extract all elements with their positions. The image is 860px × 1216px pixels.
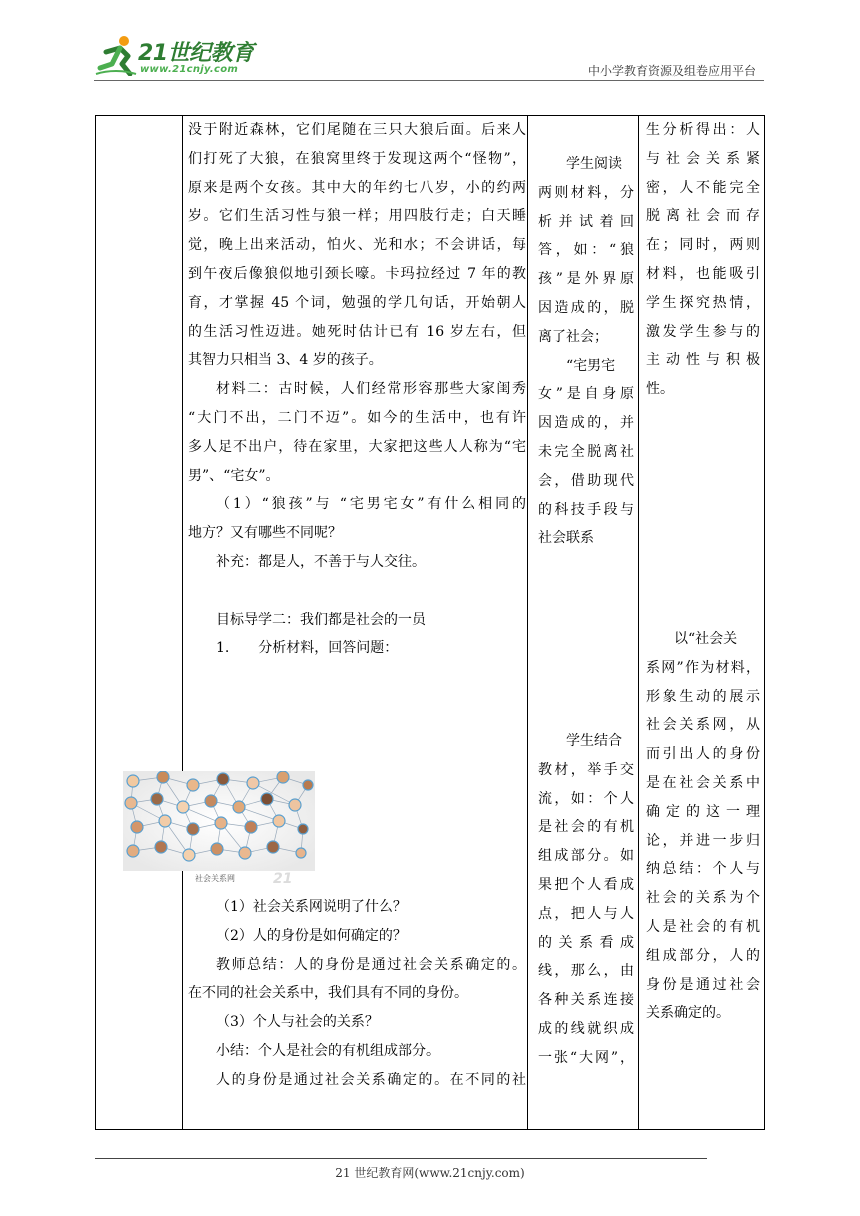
text-line: 学生阅读 [566, 156, 622, 172]
blank-line [188, 577, 526, 606]
list-item [188, 634, 526, 663]
table-cell-teacher-activity-continued [188, 893, 526, 1095]
text-line: 组成部分。如 [538, 848, 634, 865]
text-line: 在不同的社会关系中，我们具有不同的身份。 [188, 985, 468, 1002]
text-line: 育，才掌握 45 个词，勉强的学几句话，开始朝人 [188, 294, 526, 311]
text-line: 流，如：个人 [538, 790, 634, 807]
text-line: 其智力只相当 3、4 岁的孩子。 [188, 352, 383, 369]
text-line: 学生探究热情， [646, 294, 760, 311]
goal-heading: 目标导学二：我们都是社会的一员 [216, 611, 426, 628]
lesson-table [95, 115, 765, 1130]
question-line: （3）个人与社会的关系？ [216, 1014, 379, 1031]
page-footer [0, 1164, 860, 1181]
text-line: 是社会的有机 [538, 819, 634, 836]
text-line: 教师总结：人的身份是通过社会关系确定的。 [216, 956, 526, 973]
text-line: 与社会关系紧 [646, 150, 760, 167]
text-line: 人是社会的有机 [646, 918, 760, 935]
text-line: 岁。它们生活习性与狼一样；用四肢行走；白天睡 [188, 208, 526, 225]
text-line: 社会的关系为个 [646, 890, 760, 907]
figure-caption: 社会关系网 [195, 874, 235, 883]
text-line: “宅男宅 [566, 357, 616, 374]
footer-link[interactable]: 21 世纪教育网(www.21cnjy.com) [335, 1166, 525, 1180]
list-text: 分析材料，回答问题： [258, 640, 399, 657]
text-line: 形象生动的展示 [646, 688, 760, 705]
text-line: 原来是两个女孩。其中大的年约七八岁，小的约两 [188, 179, 526, 196]
header-tagline: 中小学教育资源及组卷应用平台 [587, 64, 756, 78]
table-cell-student-activity-2 [538, 727, 634, 1073]
text-line: 的关系看成 [538, 934, 634, 951]
column-divider [182, 116, 183, 1129]
text-line: 教材，举手交 [538, 761, 634, 778]
text-line: 多人足不出户，待在家里，大家把这些人人称为“宅 [188, 438, 526, 455]
text-line: 人的身份是通过社会关系确定的。在不同的社 [216, 1071, 526, 1088]
text-line: 两则材料，分 [538, 184, 634, 201]
text-line: 生分析得出：人 [646, 122, 760, 138]
text-line: 社会关系网，从 [646, 717, 760, 734]
runner-logo-icon [94, 34, 138, 76]
table-cell-teacher-activity [188, 116, 526, 663]
text-line: 点，把人与人 [538, 905, 634, 922]
question-line: 地方？又有哪些不同呢？ [188, 525, 342, 542]
text-line: 确定的这一理 [646, 803, 760, 820]
table-cell-student-activity [538, 150, 634, 553]
text-line: 女”是自身原 [538, 386, 634, 403]
text-line: 答，如：“狼 [538, 242, 634, 259]
text-line: 主动性与积极 [646, 352, 760, 369]
footer-divider [95, 1158, 707, 1159]
supplement-text: 补充：都是人，不善于与人交往。 [216, 553, 426, 570]
text-line: 材料，也能吸引 [646, 265, 760, 282]
text-line: “大门不出，二门不迈”。如今的生活中，也有许 [188, 409, 526, 426]
text-line: 离了社会； [538, 328, 608, 345]
header-divider [94, 80, 764, 81]
text-line: 析并试着回 [538, 213, 634, 230]
text-line: 一张“大网”， [538, 1049, 634, 1066]
text-line: 以“社会关 [674, 631, 738, 647]
table-cell-design-intent-2 [646, 625, 760, 1028]
text-line: 的科技手段与 [538, 501, 634, 518]
text-line: 们打死了大狼，在狼窝里终于发现这两个“怪物”， [188, 150, 526, 167]
watermark-mark: 21 [273, 871, 293, 887]
table-cell-stage [96, 116, 182, 1129]
text-line: 脱离社会而存 [646, 208, 760, 225]
text-line: 男”、“宅女”。 [188, 467, 280, 484]
logo-url: www.21cnjy.com [140, 64, 239, 75]
text-line: 身份是通过社会 [646, 976, 760, 993]
question-line: （1）社会关系网说明了什么？ [216, 899, 407, 915]
text-line: 而引出人的身份 [646, 746, 760, 763]
text-line: 关系确定的。 [646, 1005, 730, 1022]
text-line: 的生活习性迈进。她死时估计已有 16 岁左右，但 [188, 323, 526, 340]
text-line: 未完全脱离社 [538, 443, 634, 460]
text-line: 到午夜后像狼似地引颈长嚎。卡玛拉经过 7 年的教 [188, 265, 526, 282]
text-line: 密，人不能完全 [646, 179, 760, 196]
table-cell-design-intent [646, 116, 760, 404]
logo-text: 21世纪教育 [138, 41, 254, 66]
text-line: 小结：个人是社会的有机组成部分。 [216, 1042, 440, 1059]
social-network-image [123, 771, 315, 891]
text-line: 社会联系 [538, 530, 594, 547]
text-line: 学生结合 [566, 733, 622, 749]
text-line: 材料二：古时候，人们经常形容那些大家闺秀 [216, 381, 526, 398]
text-line: 会，借助现代 [538, 472, 634, 489]
text-line: 因造成的，并 [538, 415, 634, 432]
text-line: 论，并进一步归 [646, 832, 760, 849]
page-header [94, 34, 764, 84]
text-line: 是在社会关系中 [646, 774, 760, 791]
text-line: 线，那么，由 [538, 963, 634, 980]
column-divider [638, 116, 639, 1129]
text-line: 各种关系连接 [538, 992, 634, 1009]
text-line: 纳总结：个人与 [646, 861, 760, 878]
text-line: 成的线就织成 [538, 1020, 634, 1037]
column-divider [527, 116, 528, 1129]
text-line: 因造成的，脱 [538, 299, 634, 316]
list-number: 1. [216, 640, 230, 657]
text-line: 觉，晚上出来活动，怕火、光和水；不会讲话，每 [188, 237, 526, 254]
text-line: 激发学生参与的 [646, 323, 760, 340]
site-logo[interactable] [94, 34, 264, 78]
text-line: 孩”是外界原 [538, 271, 634, 288]
text-line: 性。 [646, 381, 674, 398]
text-line: 没于附近森林，它们尾随在三只大狼后面。后来人 [188, 122, 526, 138]
question-line: （1）“狼孩”与 “宅男宅女”有什么相同的 [216, 496, 526, 513]
question-line: （2）人的身份是如何确定的？ [216, 927, 407, 944]
text-line: 在；同时，两则 [646, 237, 760, 254]
text-line: 系网”作为材料， [646, 659, 760, 676]
text-line: 组成部分，人的 [646, 947, 760, 964]
text-line: 果把个人看成 [538, 876, 634, 893]
